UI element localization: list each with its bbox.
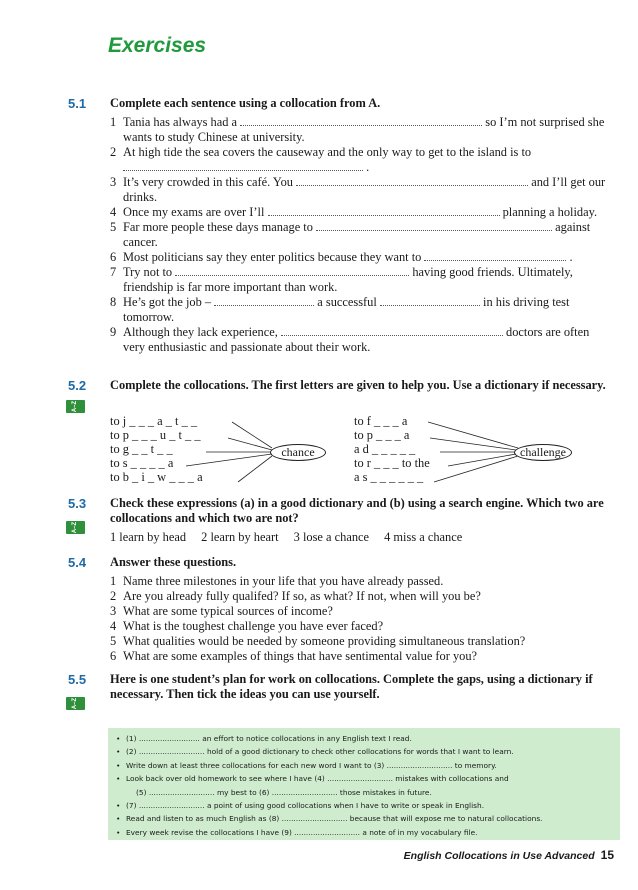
- list-item: 6 What are some examples of things that have sentimental value for you?: [110, 649, 478, 663]
- dictionary-icon: A–Z: [66, 400, 85, 413]
- list-item: 2 At high tide the sea covers the causeway and the only way to get to the island is to .: [110, 145, 532, 174]
- collocation-word: to r _ _ _ to the: [354, 456, 430, 470]
- collocation-right-words: [354, 414, 430, 484]
- exercise-number: 5.1: [68, 96, 87, 111]
- center-word-chance: chance: [270, 444, 326, 461]
- collocation-left-words: [110, 414, 203, 484]
- sentence-list: [110, 115, 610, 355]
- exercise-number: 5.2: [68, 378, 87, 393]
- expression: 1 learn by head: [110, 530, 187, 544]
- collocation-word: a d _ _ _ _ _: [354, 442, 416, 456]
- list-item: • (1) .......................... an effort to notice collocations in any English text I read.: [116, 732, 614, 745]
- exercise-number: 5.5: [68, 672, 87, 687]
- list-item: 4 What is the toughest challenge you have ever faced?: [110, 619, 384, 633]
- exercise-number: 5.4: [68, 555, 87, 570]
- exercise-instruction: Complete the collocations. The first letters are given to help you. Use a dictionary if necessary.: [110, 378, 606, 392]
- collocation-word: to p _ _ _ u _ t _ _: [110, 428, 201, 442]
- list-item: 6 Most politicians say they enter politics because they want to .: [110, 250, 573, 264]
- exercise-instruction: Check these expressions (a) in a good dictionary and (b) using a search engine. Which two are collocations and which two are not?: [110, 496, 604, 525]
- list-item: 7 Try not to having good friends. Ultimately, friendship is far more important than work.: [110, 265, 573, 294]
- question-list: [110, 574, 610, 664]
- expression: 4 miss a chance: [384, 530, 463, 544]
- list-item: 3 It’s very crowded in this café. You and I’ll get our drinks.: [110, 175, 606, 204]
- exercise-instruction: Complete each sentence using a collocation from A.: [110, 96, 381, 110]
- list-item: 1 Tania has always had a so I’m not surprised she wants to study Chinese at university.: [110, 115, 605, 144]
- list-item: 3 What are some typical sources of income?: [110, 604, 333, 618]
- list-item: 8 He’s got the job – a successful in his driving test tomorrow.: [110, 295, 570, 324]
- expression: 3 lose a chance: [293, 530, 370, 544]
- page-title: Exercises: [108, 34, 207, 57]
- exercise-number: 5.3: [68, 496, 87, 511]
- list-item: 5 What qualities would be needed by someone providing simultaneous translation?: [110, 634, 526, 648]
- list-item: 1 Name three milestones in your life that you have already passed.: [110, 574, 444, 588]
- collocation-word: to s _ _ _ _ a: [110, 456, 174, 470]
- list-item: • Look back over old homework to see where I have (4) ............................ mistakes with collocations and: [116, 772, 614, 785]
- collocation-word: to f _ _ _ a: [354, 414, 408, 428]
- exercise-instruction: Here is one student’s plan for work on collocations. Complete the gaps, using a dictionary if necessary. Then tick the ideas you can use yourself.: [110, 672, 593, 701]
- list-item: • Write down at least three collocations for each new word I want to (3) ............................ to memory.: [116, 759, 614, 772]
- list-item: • Every week revise the collocations I have (9) ............................ a note of in my vocabulary file.: [116, 826, 614, 839]
- page-number: 15: [600, 848, 614, 862]
- page-footer: [404, 848, 614, 864]
- collocation-word: a s _ _ _ _ _ _: [354, 470, 424, 484]
- list-item: 2 Are you already fully qualifed? If so, as what? If not, when will you be?: [110, 589, 481, 603]
- collocation-word: to p _ _ _ a: [354, 428, 410, 442]
- list-item: • Read and listen to as much English as (8) ............................ because that will expose me to natural collocations.: [116, 812, 614, 825]
- dictionary-icon: A–Z: [66, 697, 85, 710]
- list-item: 4 Once my exams are over I’ll planning a holiday.: [110, 205, 598, 219]
- dictionary-icon: A–Z: [66, 521, 85, 534]
- list-item: • (7) ............................ a point of using good collocations when I have to write or speak in English.: [116, 799, 614, 812]
- exercise-instruction: Answer these questions.: [110, 555, 237, 569]
- collocation-word: to g _ _ t _ _: [110, 442, 173, 456]
- list-item: 9 Although they lack experience, doctors are often very enthusiastic and passionate about their work.: [110, 325, 590, 354]
- collocation-word: to b _ i _ w _ _ _ a: [110, 470, 203, 484]
- expression: 2 learn by heart: [201, 530, 279, 544]
- expression-list: [110, 530, 474, 545]
- book-title: English Collocations in Use Advanced: [403, 850, 595, 862]
- list-item: 5 Far more people these days manage to against cancer.: [110, 220, 591, 249]
- list-item: (5) ............................ my best to (6) ............................ those mistakes in future.: [136, 787, 432, 797]
- collocation-word: to j _ _ _ a _ t _ _: [110, 414, 198, 428]
- student-plan-box: [108, 728, 620, 840]
- center-word-challenge: challenge: [514, 444, 572, 461]
- list-item: • (2) ............................ hold of a good dictionary to check other collocations for words that I want to learn.: [116, 745, 614, 758]
